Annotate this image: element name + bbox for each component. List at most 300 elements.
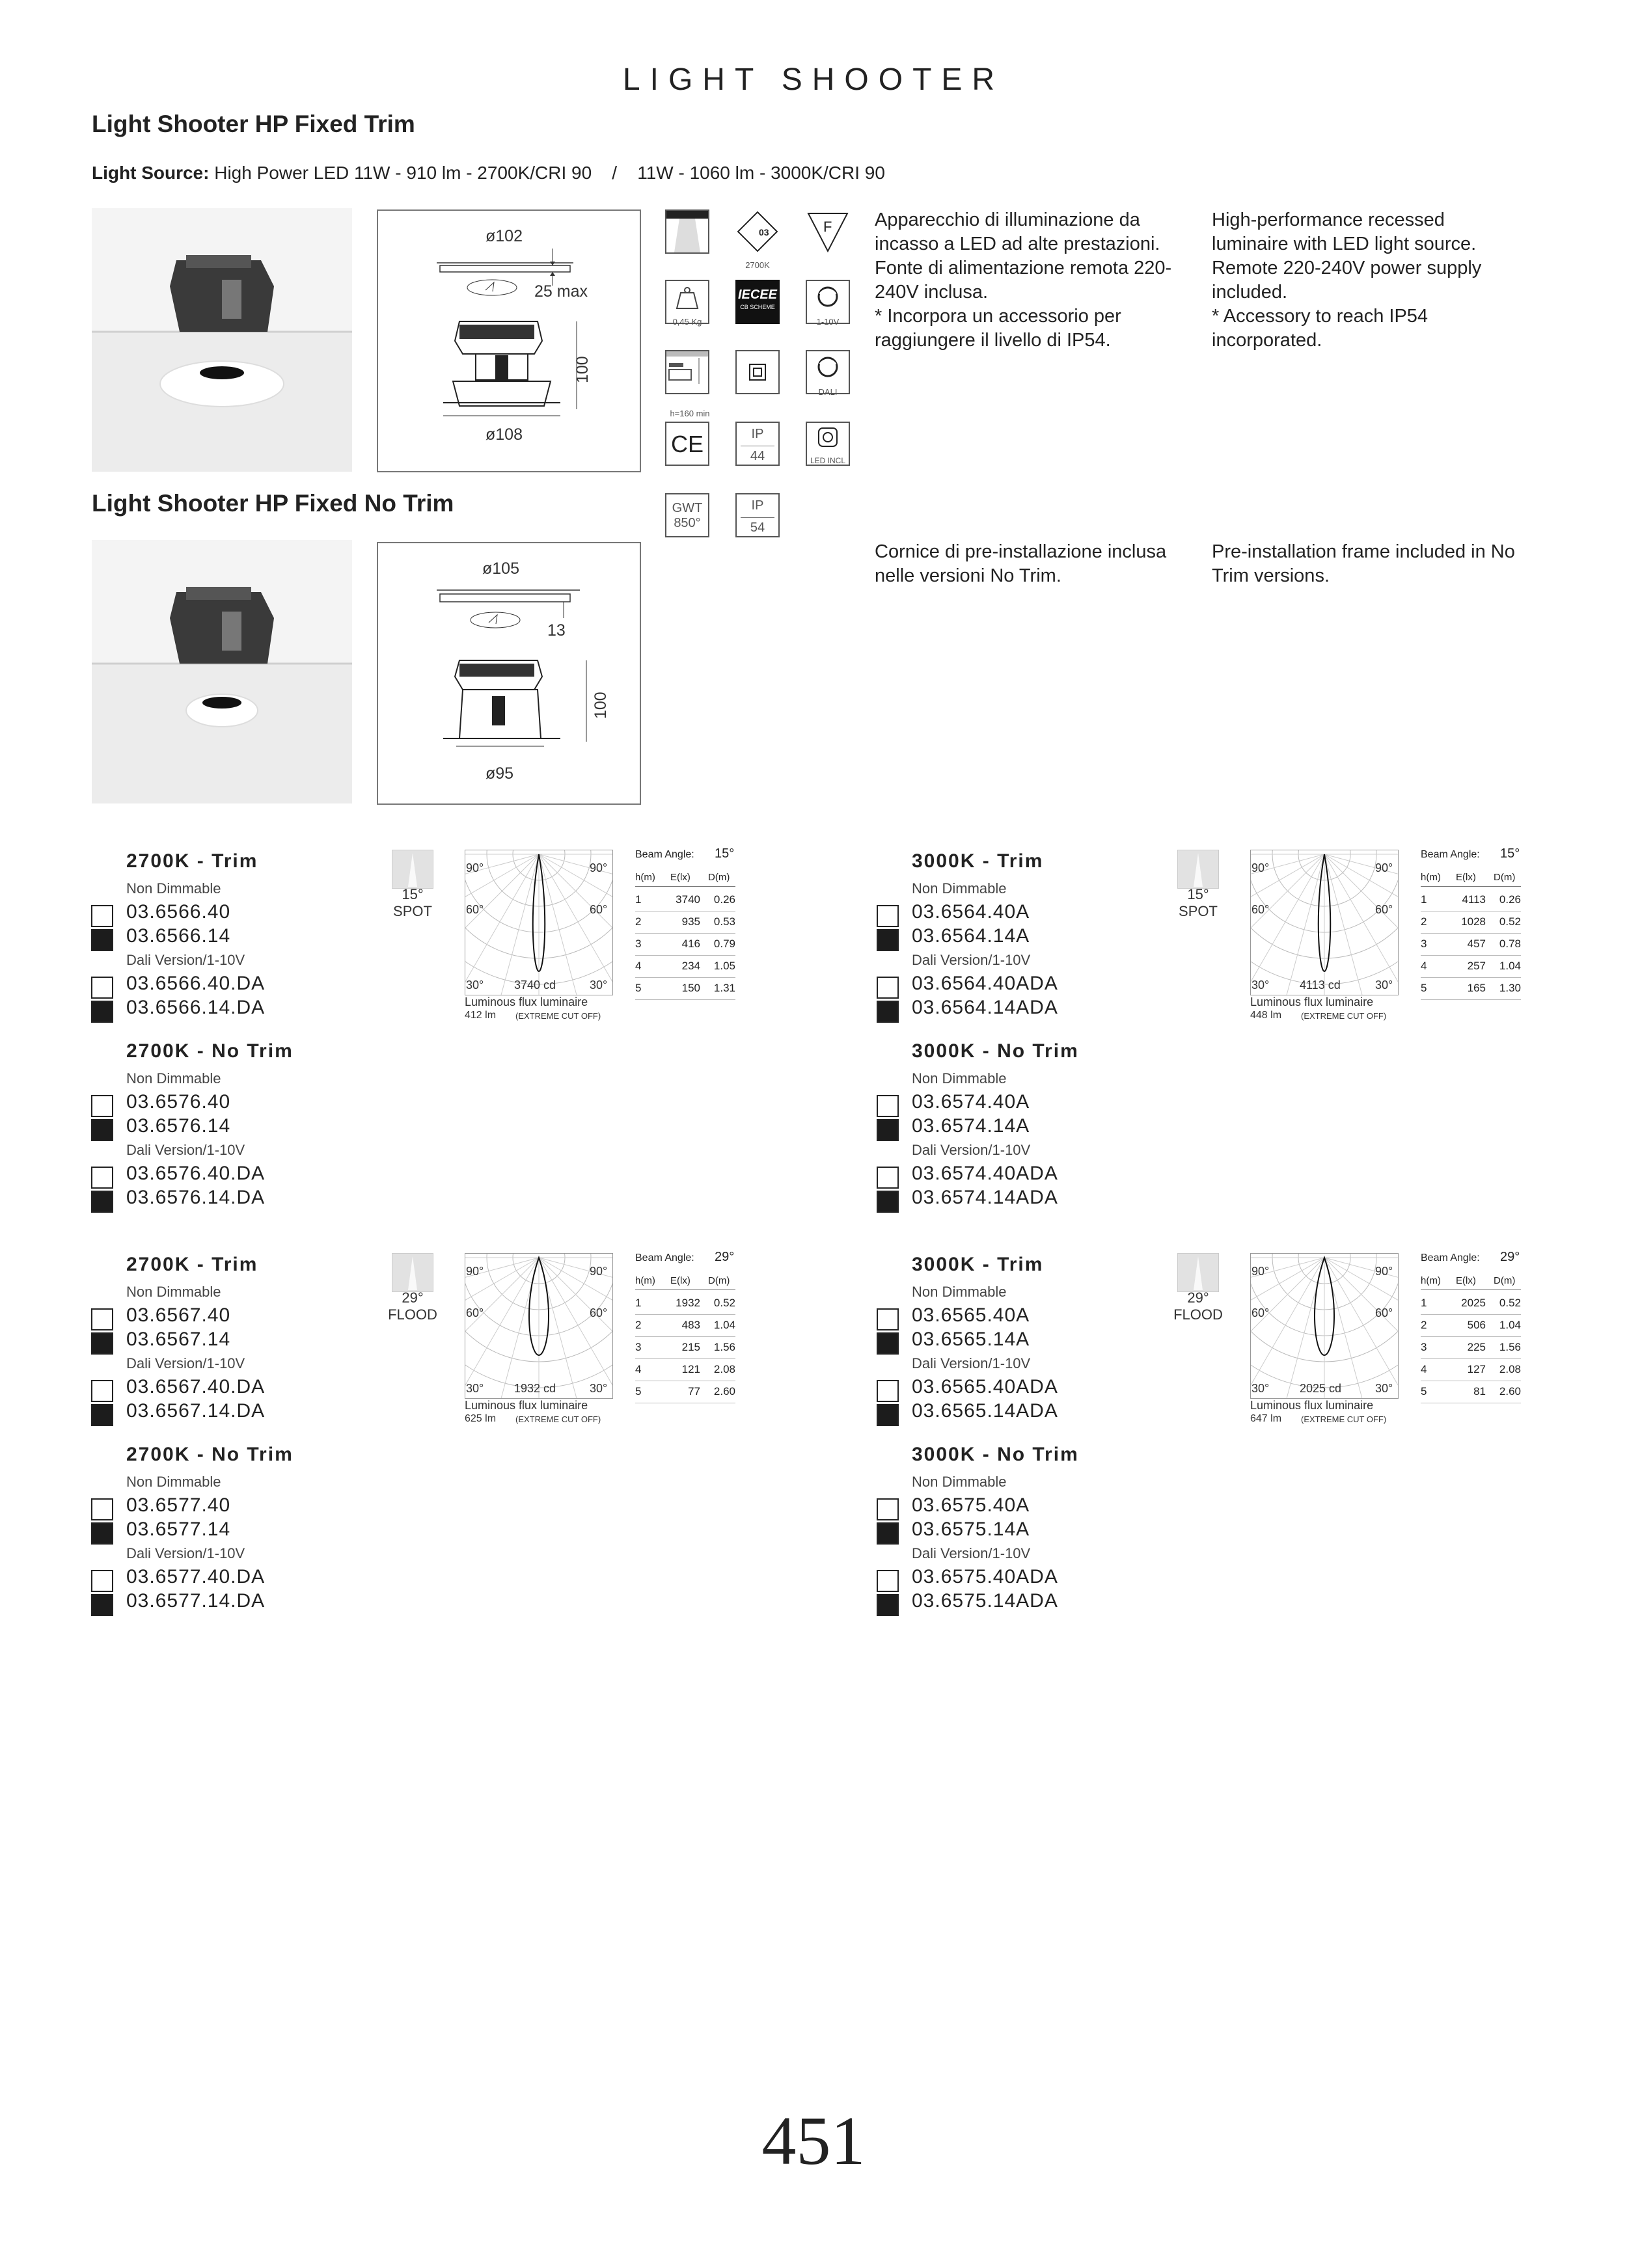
table-row-rule [635,1336,735,1337]
table-row-rule [1421,977,1521,978]
product-photo-no-trim-image [92,540,352,803]
table-row-rule [635,977,735,978]
product-code[interactable]: 03.6577.14.DA [126,1590,266,1612]
color-temp-label: 2700K [745,260,770,270]
description-it-2: Cornice di pre-installazione inclusa nelle versioni No Trim. [875,541,1167,586]
product-code[interactable]: 03.6564.14ADA [912,997,1058,1018]
table-row-rule [635,955,735,956]
dim-recess-no-trim: 13 [547,621,566,640]
dali-version-label: Dali Version/1-10V [912,1142,1031,1158]
polar-angle-60-right: 60° [590,903,608,916]
table-cell-e: 225 [1467,1341,1486,1353]
polar-angle-90-right: 90° [590,861,608,874]
finish-swatch [877,1404,899,1426]
product-code[interactable]: 03.6564.40A [912,901,1030,923]
table-cell-e: 506 [1467,1319,1486,1331]
beam-angle-label: Beam Angle: [1421,849,1480,860]
product-code[interactable]: 03.6577.14 [126,1519,231,1540]
beam-cone-icon [392,1254,433,1291]
table-cell-e: 1028 [1461,915,1486,928]
product-code[interactable]: 03.6577.40.DA [126,1566,266,1587]
table-cell-h: 3 [1421,938,1427,950]
table-header-h: h(m) [1421,1275,1441,1286]
polar-angle-90-left: 90° [466,861,484,874]
finish-swatch [877,1522,899,1545]
table-header-rule [1421,1289,1521,1290]
group-title-no-trim: 2700K - No Trim [126,1040,294,1062]
dali-version-label: Dali Version/1-10V [126,1142,245,1158]
table-header-e: E(lx) [670,872,690,883]
finish-swatch [877,1570,899,1592]
product-code[interactable]: 03.6576.14.DA [126,1187,266,1208]
non-dimmable-label: Non Dimmable [126,1284,221,1300]
non-dimmable-label: Non Dimmable [126,880,221,897]
table-header-d: D(m) [1494,872,1516,883]
non-dimmable-label: Non Dimmable [912,1474,1007,1490]
polar-angle-90-left: 90° [1251,1265,1270,1278]
page-title: LIGHT SHOOTER [622,62,1005,97]
table-cell-e: 215 [681,1341,700,1353]
table-cell-d: 2.08 [1499,1363,1521,1375]
table-cell-h: 1 [635,1297,642,1309]
table-row-rule [1421,1358,1521,1359]
ip54-value: 54 [750,520,765,535]
finish-swatch [877,1191,899,1213]
table-cell-d: 0.52 [713,1297,735,1309]
table-header-e: E(lx) [1456,1275,1476,1286]
dim-bottom-no-trim: ø95 [485,764,514,783]
finish-swatch [877,1119,899,1141]
light-source-label: Light Source: [92,163,210,183]
polar-angle-30-right: 30° [590,979,608,992]
product-code[interactable]: 03.6575.14ADA [912,1590,1058,1612]
table-header-rule [1421,886,1521,887]
polar-angle-60-left: 60° [1251,903,1270,916]
beam-degree-label: 29° [1187,1289,1209,1306]
polar-peak-cd: 1932 cd [514,1382,556,1395]
table-header-rule [635,1289,735,1290]
led-incl-shape-icon [807,423,849,453]
beam-angle-label: Beam Angle: [635,1252,694,1263]
table-cell-h: 2 [1421,915,1427,928]
product-code[interactable]: 03.6576.40.DA [126,1163,266,1184]
ce-text: CE [670,431,704,457]
product-code[interactable]: 03.6564.40ADA [912,973,1058,994]
product-code[interactable]: 03.6575.14A [912,1519,1030,1540]
polar-angle-90-left: 90° [466,1265,484,1278]
finish-swatch [877,977,899,999]
finish-swatch [91,1522,113,1545]
table-row-rule [1421,1314,1521,1315]
polar-angle-60-right: 60° [590,1306,608,1319]
finish-swatch [91,1380,113,1402]
polar-angle-30-left: 30° [466,1382,484,1395]
product-code[interactable]: 03.6567.40.DA [126,1376,266,1397]
table-cell-d: 0.79 [713,938,735,950]
table-cell-d: 1.04 [713,1319,735,1331]
table-cell-e: 4113 [1462,893,1486,906]
table-cell-d: 0.26 [713,893,735,906]
table-cell-h: 2 [635,1319,642,1331]
polar-angle-90-right: 90° [590,1265,608,1278]
dim-height-no-trim: 100 [592,692,610,719]
table-cell-e: 416 [681,938,700,950]
beam-degree-label: 29° [402,1289,424,1306]
table-cell-e: 127 [1467,1363,1486,1375]
flux-label: Luminous flux luminaire [1250,995,1374,1008]
product-photo-trim-image [92,208,352,472]
finish-swatch [877,1332,899,1355]
product-code[interactable]: 03.6574.40A [912,1091,1030,1113]
table-cell-d: 1.31 [713,982,735,994]
finish-swatch [877,1380,899,1402]
table-cell-e: 483 [681,1319,700,1331]
table-cell-h: 2 [635,915,642,928]
table-row-rule [1421,1336,1521,1337]
finish-swatch [91,1332,113,1355]
section-title-fixed-no-trim: Light Shooter HP Fixed No Trim [92,490,454,517]
dali-version-label: Dali Version/1-10V [912,1355,1031,1371]
beam-type-icon [1177,1253,1219,1292]
table-header-e: E(lx) [670,1275,690,1286]
polar-peak-cd: 3740 cd [514,979,556,992]
cutoff-label: (EXTREME CUT OFF) [515,1414,601,1424]
dali-label: DALI [818,387,838,397]
table-cell-h: 1 [1421,893,1427,906]
beam-type-label: SPOT [393,903,432,919]
product-code[interactable]: 03.6564.14A [912,925,1030,947]
beam-angle-value: 29° [715,1250,735,1264]
finish-swatch [91,929,113,951]
table-cell-h: 3 [1421,1341,1427,1353]
table-cell-e: 1932 [676,1297,700,1309]
finish-swatch [91,1119,113,1141]
table-cell-e: 121 [681,1363,700,1375]
table-row-rule [635,1314,735,1315]
polar-angle-90-right: 90° [1375,861,1393,874]
table-cell-e: 2025 [1461,1297,1486,1309]
polar-angle-60-left: 60° [466,903,484,916]
table-row-rule [635,999,735,1000]
product-code[interactable]: 03.6567.14 [126,1329,231,1350]
dali-version-label: Dali Version/1-10V [126,1355,245,1371]
beam-angle-value: 15° [715,846,735,861]
product-code[interactable]: 03.6574.14ADA [912,1187,1058,1208]
cb-scheme-text: CB SCHEME [740,304,775,310]
dim-top-no-trim: ø105 [482,560,519,578]
table-cell-d: 0.52 [1499,915,1521,928]
table-cell-e: 457 [1467,938,1486,950]
class-icon [735,350,780,394]
table-header-h: h(m) [635,872,655,883]
description-en-2: Pre-installation frame included in No Trim versions. [1212,541,1515,586]
polar-angle-30-left: 30° [1251,979,1270,992]
finish-swatch [91,905,113,927]
table-cell-h: 5 [635,1385,642,1397]
polar-angle-30-right: 30° [1375,1382,1393,1395]
table-header-rule [635,886,735,887]
f-mark-triangle-icon [806,209,850,254]
finish-swatch [91,1308,113,1330]
group-title-no-trim: 3000K - No Trim [912,1040,1079,1062]
install-height-label: h=160 min [670,409,710,418]
table-row-rule [1421,955,1521,956]
beam-cone-icon [1178,1254,1218,1291]
non-dimmable-label: Non Dimmable [912,1284,1007,1300]
polar-angle-60-left: 60° [1251,1306,1270,1319]
beam-degree-label: 15° [1187,886,1209,902]
table-cell-d: 0.52 [1499,1297,1521,1309]
polar-angle-30-left: 30° [1251,1382,1270,1395]
cutoff-label: (EXTREME CUT OFF) [1301,1011,1387,1021]
finish-swatch [91,1404,113,1426]
table-cell-h: 5 [1421,982,1427,994]
finish-swatch [877,905,899,927]
table-cell-h: 4 [1421,960,1427,972]
led-incl-label: LED INCL [810,456,846,465]
beam-cone-icon [392,850,433,888]
table-cell-d: 0.78 [1499,938,1521,950]
beam-shape-icon [666,211,708,252]
beam-type-icon [392,1253,433,1292]
table-header-e: E(lx) [1456,872,1476,883]
table-cell-h: 3 [635,1341,642,1353]
table-cell-h: 1 [635,893,642,906]
table-header-h: h(m) [635,1275,655,1286]
beam-angle-value: 15° [1500,846,1520,861]
group-title-no-trim: 2700K - No Trim [126,1444,294,1465]
table-cell-h: 5 [635,982,642,994]
finish-swatch [877,1308,899,1330]
flux-value: 647 lm [1250,1413,1282,1424]
table-cell-e: 81 [1473,1385,1486,1397]
polar-angle-90-left: 90° [1251,861,1270,874]
product-code[interactable]: 03.6566.14 [126,925,231,947]
group-title-trim: 2700K - Trim [126,850,258,872]
dim-recess-trim: 25 max [534,282,588,301]
non-dimmable-label: Non Dimmable [912,1070,1007,1087]
dim-top-trim: ø102 [485,227,523,245]
finish-swatch [91,1594,113,1616]
dali-version-label: Dali Version/1-10V [912,952,1031,968]
product-code[interactable]: 03.6566.40.DA [126,973,266,994]
product-code[interactable]: 03.6565.40A [912,1304,1030,1326]
product-code[interactable]: 03.6574.40ADA [912,1163,1058,1184]
table-cell-e: 257 [1467,960,1486,972]
table-row-rule [635,933,735,934]
description-it: Apparecchio di illuminazione da incasso a LED ad alte prestazioni. Fonte di alimentazione remota 220- 240V inclusa. * Incorpora un accessorio per raggiungere il livello di IP54. [875,209,1172,351]
dali-version-label: Dali Version/1-10V [126,952,245,968]
beam-type-label: FLOOD [1173,1306,1223,1323]
table-cell-d: 1.56 [1499,1341,1521,1353]
table-cell-d: 1.56 [713,1341,735,1353]
table-cell-d: 1.30 [1499,982,1521,994]
table-cell-d: 1.05 [713,960,735,972]
flux-label: Luminous flux luminaire [465,995,588,1008]
gwt-label: GWT [672,501,703,515]
install-shape-icon [666,351,708,393]
light-source-line [92,163,885,183]
finish-swatch [91,1498,113,1520]
polar-peak-cd: 4113 cd [1300,979,1341,992]
flux-value: 412 lm [465,1010,497,1021]
product-code[interactable]: 03.6574.14A [912,1115,1030,1137]
product-code[interactable]: 03.6576.14 [126,1115,231,1137]
table-row-rule [1421,933,1521,934]
finish-swatch [877,1001,899,1023]
product-code[interactable]: 03.6565.14A [912,1329,1030,1350]
group-title-trim: 3000K - Trim [912,1254,1044,1275]
dali-version-label: Dali Version/1-10V [126,1545,245,1561]
dali-version-label: Dali Version/1-10V [912,1545,1031,1561]
finish-swatch [91,1095,113,1117]
ip54-label: IP [751,498,764,513]
dim-height-trim: 100 [573,356,592,383]
dali-circle-icon [807,351,849,384]
product-code[interactable]: 03.6567.14.DA [126,1400,266,1422]
page-number: 451 [761,2103,866,2179]
finish-swatch [877,1167,899,1189]
table-cell-d: 0.53 [713,915,735,928]
light-source-value: High Power LED 11W - 910 lm - 2700K/CRI 90 / 11W - 1060 lm - 3000K/CRI 90 [209,163,885,183]
svg-text:03: 03 [759,227,769,237]
product-code[interactable]: 03.6567.40 [126,1304,231,1326]
dim-bottom-trim: ø108 [485,425,523,444]
product-code[interactable]: 03.6565.14ADA [912,1400,1058,1422]
class-square-icon [737,351,778,393]
group-title-trim: 3000K - Trim [912,850,1044,872]
svg-text:F: F [823,219,832,235]
group-title-no-trim: 3000K - No Trim [912,1444,1079,1465]
beam-angle-value: 29° [1500,1250,1520,1264]
table-cell-e: 234 [681,960,700,972]
beam-icon [665,209,709,254]
beam-angle-label: Beam Angle: [1421,1252,1480,1263]
table-cell-h: 5 [1421,1385,1427,1397]
table-cell-h: 3 [635,938,642,950]
ip44-icon [735,422,780,466]
ctrl-110v-label: 1-10V [816,317,840,327]
table-cell-d: 2.60 [1499,1385,1521,1397]
polar-angle-90-right: 90° [1375,1265,1393,1278]
description-en: High-performance recessed luminaire with LED light source. Remote 220-240V power supply included. * Accessory to reach IP54 incorporated. [1212,209,1482,351]
f-mark-icon [806,209,850,254]
table-cell-e: 3740 [676,893,700,906]
beam-type-label: SPOT [1179,903,1218,919]
product-code[interactable]: 03.6575.40A [912,1494,1030,1516]
finish-swatch [91,977,113,999]
table-header-d: D(m) [708,872,730,883]
group-title-trim: 2700K - Trim [126,1254,258,1275]
table-cell-d: 2.08 [713,1363,735,1375]
table-row-rule [1421,999,1521,1000]
led-incl-icon [806,422,850,466]
beam-type-label: FLOOD [388,1306,437,1323]
section-title-fixed-trim: Light Shooter HP Fixed Trim [92,111,415,137]
polar-angle-60-left: 60° [466,1306,484,1319]
cutoff-label: (EXTREME CUT OFF) [1301,1414,1387,1424]
table-cell-h: 4 [1421,1363,1427,1375]
table-header-d: D(m) [708,1275,730,1286]
technical-drawing-trim [377,209,641,472]
iecee-icon [735,280,780,324]
polar-angle-30-right: 30° [590,1382,608,1395]
table-cell-h: 4 [635,1363,642,1375]
table-cell-h: 4 [635,960,642,972]
ip54-icon [735,493,780,537]
product-code[interactable]: 03.6576.40 [126,1091,231,1113]
table-row-rule [635,1358,735,1359]
table-cell-d: 2.60 [713,1385,735,1397]
product-code[interactable]: 03.6577.40 [126,1494,231,1516]
beam-angle-label: Beam Angle: [635,849,694,860]
cutoff-label: (EXTREME CUT OFF) [515,1011,601,1021]
enec-mark-icon [735,209,780,254]
beam-type-icon [392,850,433,889]
beam-degree-label: 15° [402,886,424,902]
table-cell-d: 1.04 [1499,960,1521,972]
table-cell-e: 77 [688,1385,700,1397]
product-photo-trim [92,208,352,472]
non-dimmable-label: Non Dimmable [126,1070,221,1087]
gwt-value: 850° [674,516,701,530]
table-header-d: D(m) [1494,1275,1516,1286]
product-code[interactable]: 03.6565.40ADA [912,1376,1058,1397]
technical-drawing-no-trim [377,542,641,805]
non-dimmable-label: Non Dimmable [126,1474,221,1490]
product-code[interactable]: 03.6566.14.DA [126,997,266,1018]
dimming-circle-icon [807,281,849,314]
flux-label: Luminous flux luminaire [465,1399,588,1412]
table-cell-d: 1.04 [1499,1319,1521,1331]
table-header-h: h(m) [1421,872,1441,883]
finish-swatch [91,1001,113,1023]
non-dimmable-label: Non Dimmable [912,880,1007,897]
install-height-icon [665,350,709,394]
ce-icon [665,422,709,466]
polar-angle-30-left: 30° [466,979,484,992]
polar-angle-60-right: 60° [1375,1306,1393,1319]
table-cell-h: 2 [1421,1319,1427,1331]
beam-type-icon [1177,850,1219,889]
ip44-label: IP [751,427,764,441]
polar-angle-30-right: 30° [1375,979,1393,992]
finish-swatch [91,1191,113,1213]
weight-label: 0,45 Kg [672,317,702,327]
table-cell-d: 0.26 [1499,893,1521,906]
polar-angle-60-right: 60° [1375,903,1393,916]
product-code[interactable]: 03.6566.40 [126,901,231,923]
finish-swatch [91,1570,113,1592]
flux-value: 625 lm [465,1413,497,1424]
table-cell-e: 150 [681,982,700,994]
finish-swatch [91,1167,113,1189]
product-photo-no-trim [92,540,352,803]
ip44-value: 44 [750,449,765,463]
flux-value: 448 lm [1250,1010,1282,1021]
iecee-text: IECEE [737,288,778,302]
table-cell-h: 1 [1421,1297,1427,1309]
polar-peak-cd: 2025 cd [1300,1382,1342,1395]
product-code[interactable]: 03.6575.40ADA [912,1566,1058,1587]
finish-swatch [877,929,899,951]
finish-swatch [877,1095,899,1117]
finish-swatch [877,1594,899,1616]
table-cell-e: 165 [1467,982,1486,994]
gwt-icon [665,493,709,537]
flux-label: Luminous flux luminaire [1250,1399,1374,1412]
beam-cone-icon [1178,850,1218,888]
